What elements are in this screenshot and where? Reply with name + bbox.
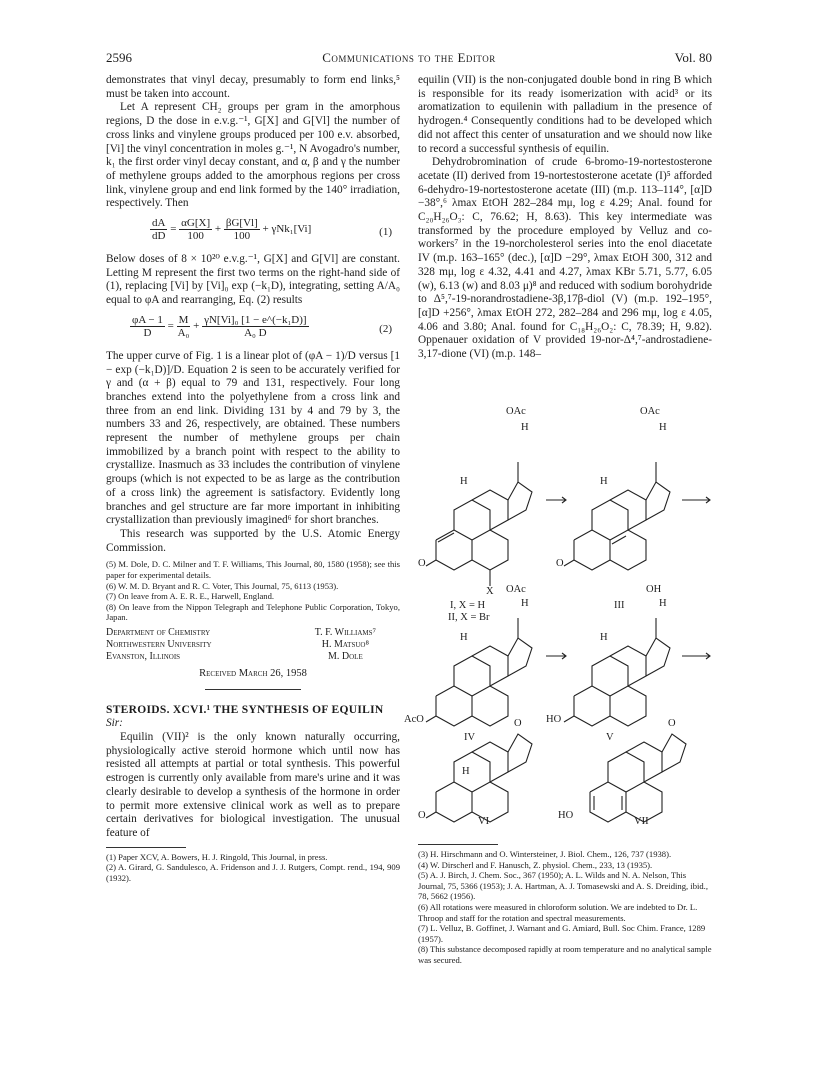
eq1-t2-den: 100 (233, 230, 251, 243)
eq2-lhs-den: D (143, 326, 152, 339)
compound-label: V (606, 732, 614, 743)
group-label: H (460, 476, 468, 487)
paragraph: demonstrates that vinyl decay, presumably to form end links,⁵ must be taken into account. (106, 74, 400, 100)
compound-label: IV (464, 732, 476, 743)
right-column (418, 74, 712, 362)
paragraph: Let A represent CH₂ groups per gram in the amorphous regions, D the dose in e.v.g.⁻¹, G[X] and G[Vl] the number of cross links and vinylene groups produced per 100 e.v. absorbed, [Vi] the vinyl concentration in moles g.⁻¹, N Avogadro's number, k₁ the first order vinyl decay constant, and α, β and γ the number of methylene groups added to the amorphous regions per cross link, vinylene group and end link formed by the 140° irradiation, respectively. Then (106, 101, 400, 210)
structure-VI (426, 734, 532, 822)
footnote: (6) W. M. D. Bryant and R. C. Voter, This Journal, 75, 6113 (1953). (106, 580, 339, 591)
group-label: H (521, 598, 529, 609)
footnote-rule (418, 844, 498, 845)
footnote: (7) On leave from A. E. R. E., Harwell, England. (106, 591, 275, 602)
group-label: X (486, 586, 494, 597)
group-label: O (418, 810, 426, 821)
group-label: H (659, 598, 667, 609)
paragraph: Dehydrobromination of crude 6-bromo-19-nortestosterone acetate (II) derived from 19-nortestosterone acetate (I)⁵ afforded 6-dehydro-19-nortestosterone acetate (III) (m.p. 113–114°, [α]D −38°,⁶ λmax EtOH 282–284 mμ, log ε 4.29; Anal. found for C₂₀H₂₆O₃: C, 76.62; H, 8.63). This key intermediate was transformed by the procedure employed by Velluz and co-workers⁷ in the 19-norcholesterol series into the enol diacetate IV (m.p. 163–165° (dec.), [α]D −29°, λmax EtOH 300, 312 and 328 mμ, log ε 4.32, 4.41 and 4.27, λmax KBr 5.71, 5.77, 6.05 (w), 6.13 (w) and 8.03 μ)⁸ and reduced with sodium borohydride to Δ⁵,⁷-19-norandrostadiene-3β,17β-diol (V) (m.p. 192–195°, [α]D +256°, λmax EtOH 272, 282–284 and 296 mμ, log ε 4.05, 4.06 and 3.80; Anal. found for C₁₈H₂₆O₂: C, 78.39; H, 9.82). Oppenauer oxidation of V provided 19-nor-Δ⁴,⁷-androstadiene-3,17-dione (VI) (m.p. 148– (418, 156, 712, 361)
group-label: OH (646, 584, 662, 595)
footnote-rule (106, 847, 186, 848)
footnote: (5) A. J. Birch, J. Chem. Soc., 367 (1950); A. L. Wilds and N. A. Nelson, This Journal, 75, 5366 (1953); J. A. Hartman, A. J. Tomasewski and A. S. Dreiding, ibid., 78, 5662 (1956). (418, 870, 708, 902)
footnote: (3) H. Hirschmann and O. Wintersteiner, J. Biol. Chem., 126, 737 (1938). (418, 849, 672, 859)
group-label: H (462, 766, 470, 777)
affiliation-line: Department of Chemistry (106, 626, 211, 638)
footnote: (7) L. Velluz, B. Goffinet, J. Warnant and G. Amiard, Bull. Soc Chim. France, 1289 (1957). (418, 923, 706, 944)
eq1-t2-num: βG[Vl] (225, 217, 258, 230)
received-date: Received March 26, 1958 (199, 667, 307, 679)
footnote: (8) This substance decomposed rapidly at room temperature and no analytical sample was secured. (418, 944, 712, 965)
group-label: O (556, 558, 564, 569)
compound-label: VII (634, 816, 649, 827)
eq1-lhs-num: dA (152, 217, 166, 230)
compound-label: II, X = Br (448, 612, 490, 623)
footnote: (1) Paper XCV, A. Bowers, H. J. Ringold, This Journal, in press. (106, 851, 328, 862)
running-title: Communications to the Editor (322, 50, 496, 65)
equation-2: $\frac{\varphi A - 1}{D}$ = $\frac{M}{\text{A₀}}$ + $\frac{\text{γN[Vi]₀ [1 − e\textasciicircum{}(−k₁D)]}}{\text{A₀ D}}$ (2) (132, 313, 392, 339)
arrow-icon (546, 497, 566, 503)
arrow-icon (546, 653, 566, 659)
section-title: STEROIDS. XCVI.¹ THE SYNTHESIS OF EQUILIN (106, 703, 384, 716)
arrow-icon (682, 497, 710, 503)
compound-label: VI (478, 816, 490, 827)
equation-1: $\frac{dA}{dD}$ = $\frac{\alpha G[X]}{100}$ + $\frac{\beta G[Vl]}{100}$ + γNk₁[Vi] (1) (152, 217, 392, 243)
compound-label: III (614, 600, 625, 611)
reaction-scheme (404, 406, 718, 830)
group-label: H (659, 422, 667, 433)
footnote: (4) W. Dirscherl and F. Hanusch, Z. physiol. Chem., 233, 13 (1935). (418, 859, 653, 870)
page-number: 2596 (106, 50, 132, 65)
eq1-number: (1) (379, 226, 392, 239)
compound-label: I, X = H (450, 600, 486, 611)
group-label: OAc (640, 406, 660, 417)
affiliation-line: Evanston, Illinois (106, 650, 181, 662)
group-label: AcO (404, 714, 424, 725)
group-label: HO (558, 810, 574, 821)
paragraph: Equilin (VII)² is the only known naturally occurring, physiologically active steroid hormone which until now has resisted all attempts at partial or total synthesis. This powerful estrogen is currently only available from mare's urine and it was clearly desirable to develop a synthesis of the hormone in order to permit more extensive clinical work as well as to prepare certain derivatives for biological investigation. The unusual feature of (106, 731, 400, 839)
right-footnotes (418, 838, 712, 966)
eq1-t1-den: 100 (187, 230, 204, 243)
author-name: T. F. Williams⁷ (314, 626, 376, 638)
arrow-icon (682, 653, 710, 659)
structure-IV (426, 618, 532, 726)
group-label: H (521, 422, 529, 433)
left-column (106, 74, 400, 883)
group-label: HO (546, 714, 562, 725)
eq2-t1-den: A₀ (177, 326, 190, 339)
eq2-lhs-num: φA − 1 (132, 313, 163, 326)
group-label: H (460, 632, 468, 643)
salutation: Sir: (106, 717, 123, 730)
divider (205, 689, 301, 690)
eq1-t1-num: αG[X] (181, 217, 211, 230)
group-label: H (600, 632, 608, 643)
footnote: (2) A. Girard, G. Sandulesco, A. Fridenson and J. J. Rutgers, Compt. rend., 194, 909 (1932). (106, 862, 400, 883)
eq2-t2-num: γN[Vi]₀ [1 − e^(−k₁D)] (204, 313, 307, 326)
volume-label: Vol. 80 (674, 50, 712, 65)
structure-III (564, 462, 670, 570)
affiliation-block (106, 627, 400, 663)
footnote: (6) All rotations were measured in chloroform solution. We are indebted to Dr. L. Throop and staff for the rotation and spectral measurements. (418, 901, 698, 923)
structure-VII (590, 734, 686, 822)
paragraph: This research was supported by the U.S. Atomic Energy Commission. (106, 527, 400, 554)
footnote: (5) M. Dole, D. C. Milner and T. F. Williams, This Journal, 80, 1580 (1958); see this paper for experimental details. (106, 559, 400, 580)
eq2-number: (2) (379, 322, 392, 335)
group-label: OAc (506, 406, 526, 417)
group-label: H (600, 476, 608, 487)
group-label: O (514, 718, 522, 729)
eq2-t1-num: M (178, 313, 189, 326)
group-label: OAc (506, 584, 526, 595)
eq2-t2-den: A₀ D (244, 326, 267, 339)
footnote: (8) On leave from the Nippon Telegraph and Telephone Public Corporation, Tokyo, Japan. (106, 601, 400, 623)
paragraph: equilin (VII) is the non-conjugated double bond in ring B which is responsible for its ready isomerization with acid³ or its aromatization to equilenin with palladium in the presence of hydrogen.⁴ Consequently conditions had to be developed which did not affect this center of unsaturation and we should now like to record a successful synthesis of equilin. (418, 74, 712, 155)
author-name: H. Matsuo⁸ (321, 638, 369, 650)
eq1-t3: + γNk₁[Vi] (262, 223, 312, 236)
affiliation-line: Northwestern University (106, 638, 212, 650)
group-label: O (668, 718, 676, 729)
eq1-lhs-den: dD (152, 230, 166, 243)
paragraph: The upper curve of Fig. 1 is a linear plot of (φA − 1)/D versus [1 − exp (−k₁D)]/D. Equation 2 is seen to be accurately verified for γ and (α + β) equal to 79 and 131, respectively. Four long branches extend into the polyethylene from a cross link and three from an end link. Dividing 131 by 4 and 79 by 3, the numbers 33 and 26, respectively, are obtained. These numbers represent the number of methylene groups per chain immobilized by a branch point with respect to the ability to crystallize. Inasmuch as 33 includes the contribution of vinylene groups (which is not expected to be as large as the contribution of a cross link) the agreement is satisfactory. Evidently long branches and gel structure are far more important in inhibiting crystallization than previously imagined⁶ for short branches. (106, 349, 400, 527)
group-label: O (418, 558, 426, 569)
paragraph: Below doses of 8 × 10²⁰ e.v.g.⁻¹, G[X] and G[Vl] are constant. Letting M represent the first two terms on the right-hand side of (1), replacing [Vi] by [Vi]₀ exp (−k₁D), integrating, setting A/A₀ equal to φA and rearranging, Eq. (2) results (106, 253, 400, 307)
structure-I-II (426, 462, 532, 586)
structure-V (564, 618, 670, 726)
running-header (106, 50, 712, 70)
author-name: M. Dole (328, 650, 363, 662)
